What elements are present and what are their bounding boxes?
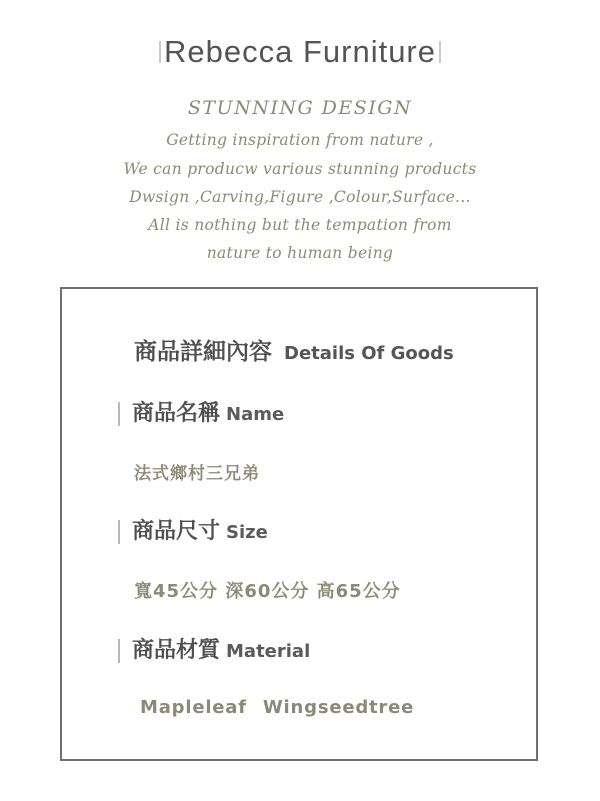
brand-name: Rebecca Furniture (163, 34, 436, 69)
size-label-zh: 商品尺寸 (132, 519, 221, 544)
section-bar (118, 520, 120, 544)
section-bar (118, 402, 120, 426)
brand-title (0, 34, 600, 70)
tagline-line: All is nothing but the tempation from (148, 216, 452, 234)
tagline-line: Dwsign ,Carving,Figure ,Colour,Surface... (129, 188, 471, 206)
brand-left-bar (159, 41, 161, 63)
material-value: Mapleleaf (140, 697, 247, 718)
tagline-line: Getting inspiration from nature , (166, 131, 434, 149)
size-section-label (118, 514, 268, 546)
tagline-title: STUNNING DESIGN (187, 97, 413, 119)
brand-right-bar (439, 41, 441, 63)
details-heading-zh: 商品詳細內容 (134, 339, 272, 365)
name-label-en: Name (226, 404, 285, 425)
size-label-en: Size (226, 522, 268, 543)
size-value: 寬45公分 深60公分 高65公分 (134, 581, 401, 602)
name-label-zh: 商品名稱 (132, 401, 221, 426)
material-values (140, 697, 414, 718)
name-value: 法式鄉村三兄弟 (134, 464, 260, 484)
material-value: Wingseedtree (262, 697, 415, 718)
details-box (60, 287, 538, 761)
details-heading-en: Details Of Goods (284, 343, 454, 364)
tagline-line: nature to human being (206, 244, 394, 262)
details-heading (134, 333, 454, 366)
material-section-label (118, 633, 310, 665)
material-label-zh: 商品材質 (132, 638, 221, 663)
section-bar (118, 639, 120, 663)
name-section-label (118, 396, 284, 428)
tagline-line: We can producw various stunning products (123, 160, 477, 178)
material-label-en: Material (226, 641, 311, 662)
